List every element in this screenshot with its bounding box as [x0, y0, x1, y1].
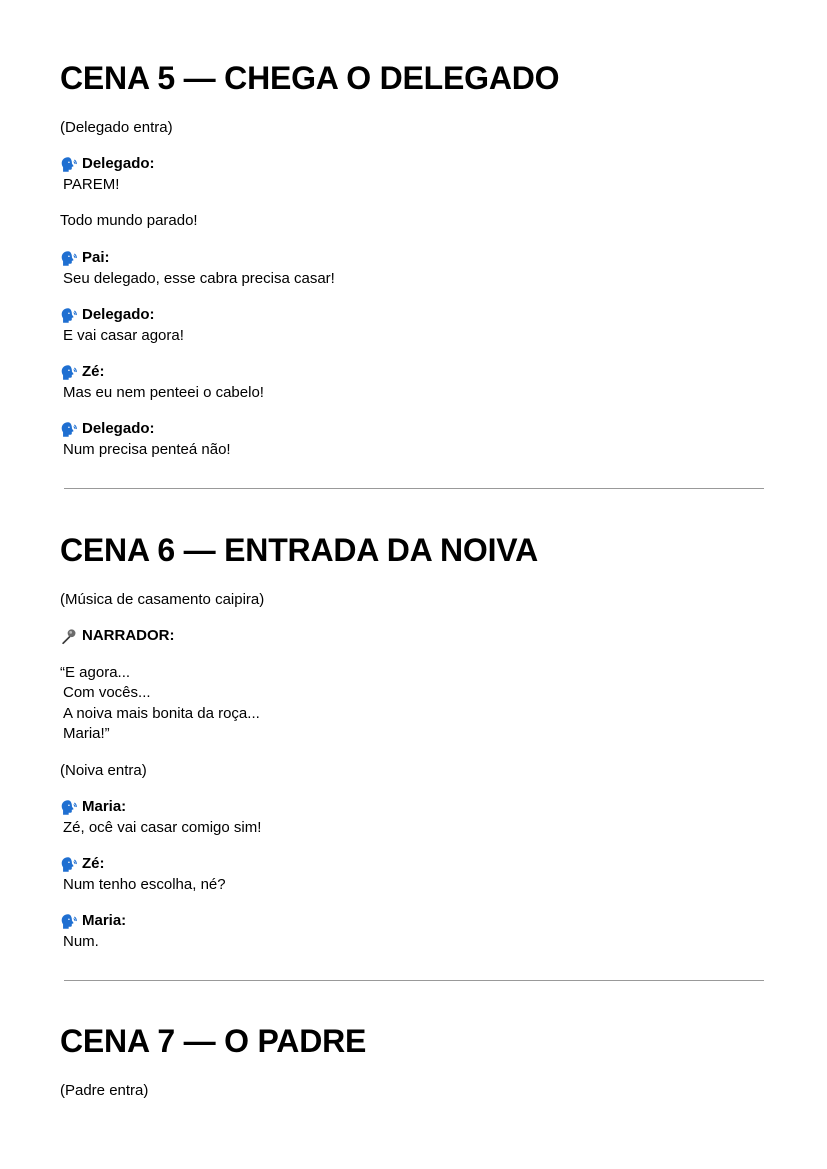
scene7-title: CENA 7 — O PADRE	[60, 1023, 367, 1059]
speaker-label	[60, 419, 155, 439]
narrator-name: NARRADOR:	[82, 627, 175, 644]
speaker-label	[60, 362, 105, 382]
dialogue-line: Seu delegado, esse cabra precisa casar!	[63, 270, 335, 287]
dialogue-line: Todo mundo parado!	[60, 212, 198, 229]
speaker-name: Pai:	[82, 249, 110, 266]
scene7-stage-direction: (Padre entra)	[60, 1082, 149, 1099]
speaker-label	[60, 154, 155, 174]
speaker-label	[60, 305, 155, 325]
dialogue-line: Num precisa penteá não!	[63, 441, 231, 458]
dialogue-line: Num.	[63, 933, 99, 950]
speaker-name: Zé:	[82, 363, 105, 380]
speaking-head-icon	[60, 250, 77, 267]
scene5-stage-direction: (Delegado entra)	[60, 119, 173, 136]
speaker-label	[60, 248, 110, 268]
speaker-name: Maria:	[82, 912, 127, 929]
scene-divider	[64, 488, 764, 489]
speaking-head-icon	[60, 913, 77, 930]
scene6-stage-direction: (Música de casamento caipira)	[60, 591, 265, 608]
speaker-name: Maria:	[82, 798, 127, 815]
speaker-name: Zé:	[82, 855, 105, 872]
speaking-head-icon	[60, 307, 77, 324]
scene6-stage-direction-2: (Noiva entra)	[60, 762, 147, 779]
narration-line: Com vocês...	[63, 684, 151, 701]
scene6-title: CENA 6 — ENTRADA DA NOIVA	[60, 532, 538, 568]
dialogue-line: Num tenho escolha, né?	[63, 876, 226, 893]
speaker-label	[60, 854, 105, 874]
narration-line: A noiva mais bonita da roça...	[63, 705, 260, 722]
narrator-label	[60, 626, 175, 646]
scene5-title: CENA 5 — CHEGA O DELEGADO	[60, 60, 560, 96]
speaking-head-icon	[60, 364, 77, 381]
narration-line: Maria!”	[63, 725, 110, 742]
dialogue-line: E vai casar agora!	[63, 327, 184, 344]
dialogue-line: Mas eu nem penteei o cabelo!	[63, 384, 264, 401]
speaker-name: Delegado:	[82, 155, 155, 172]
dialogue-line: PAREM!	[63, 176, 120, 193]
speaker-label	[60, 797, 126, 817]
speaking-head-icon	[60, 856, 77, 873]
dialogue-line: Zé, ocê vai casar comigo sim!	[63, 819, 262, 836]
speaker-name: Delegado:	[82, 420, 155, 437]
speaking-head-icon	[60, 799, 77, 816]
narration-line: “E agora...	[60, 664, 131, 681]
speaker-name: Delegado:	[82, 306, 155, 323]
speaking-head-icon	[60, 156, 77, 173]
scene-divider	[64, 980, 764, 981]
speaker-label	[60, 911, 126, 931]
speaking-head-icon	[60, 421, 77, 438]
microphone-icon	[60, 628, 77, 645]
